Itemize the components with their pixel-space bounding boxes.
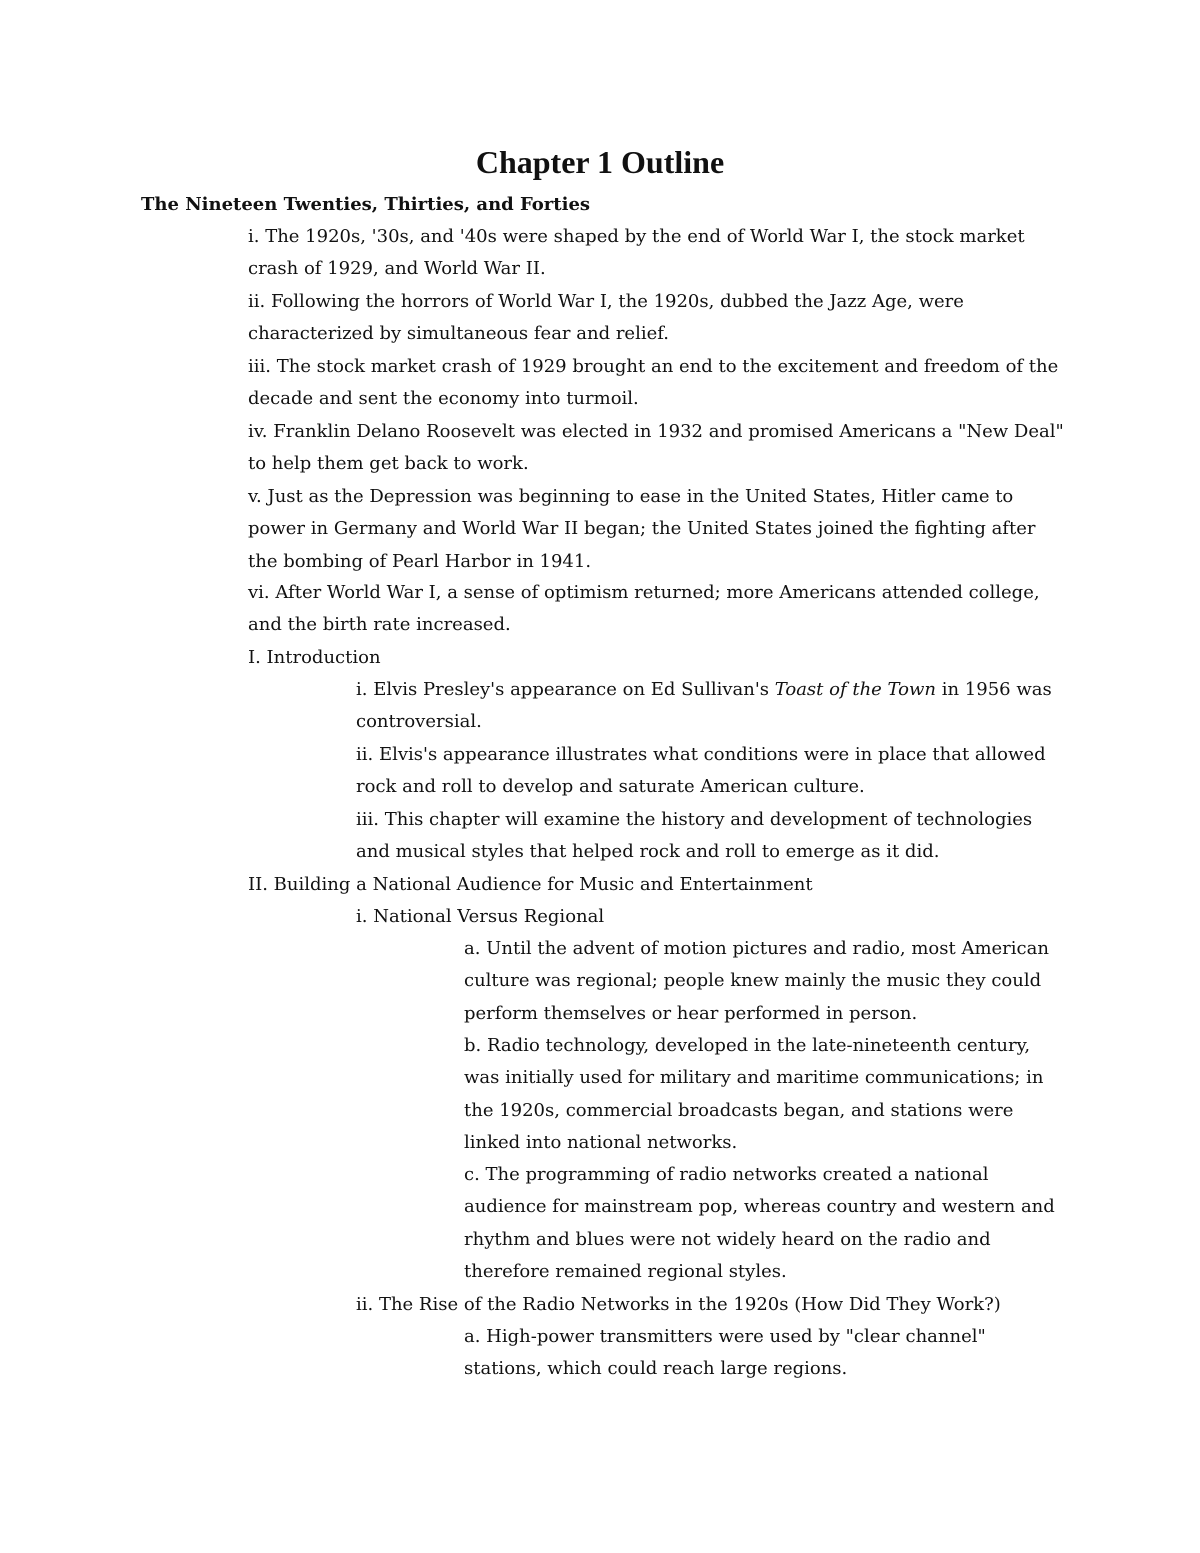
outline-subheading: ii. The Rise of the Radio Networks in the 1920s (How Did They Work?) (356, 1294, 1001, 1315)
overview-item: ii. Following the horrors of World War I, the 1920s, dubbed the Jazz Age, were characterized by simultaneous fear and relief. (248, 291, 964, 345)
outline-heading-national-audience: II. Building a National Audience for Music and Entertainment (248, 874, 813, 895)
outline-heading-introduction: I. Introduction (248, 647, 381, 668)
show-title: Toast of the Town (774, 679, 936, 700)
overview-item: iii. The stock market crash of 1929 brought an end to the excitement and freedom of the decade and sent the economy into turmoil. (248, 356, 1059, 410)
outline-item (356, 674, 1068, 739)
outline-item: b. Radio technology, developed in the late-nineteenth century, was initially used for military and maritime communications; in the 1920s, commercial broadcasts began, and stations were linked into national networks. (464, 1035, 1044, 1154)
outline-subheading: i. National Versus Regional (356, 906, 605, 927)
outline-item: c. The programming of radio networks created a national audience for mainstream pop, whereas country and western and rhythm and blues were not widely heard on the radio and therefore remained regional styles. (464, 1164, 1055, 1283)
section-heading: The Nineteen Twenties, Thirties, and Forties (141, 194, 591, 215)
overview-item: v. Just as the Depression was beginning to ease in the United States, Hitler came to power in Germany and World War II began; the United States joined the fighting after the bombing of Pearl Harbor in 1941. (248, 486, 1036, 572)
overview-item: iv. Franklin Delano Roosevelt was elected in 1932 and promised Americans a "New Deal" to help them get back to work. (248, 421, 1064, 475)
page-title: Chapter 1 Outline (475, 144, 725, 180)
outline-item: a. Until the advent of motion pictures and radio, most American culture was regional; people knew mainly the music they could perform themselves or hear performed in person. (464, 938, 1049, 1024)
outline-item: ii. Elvis's appearance illustrates what conditions were in place that allowed rock and roll to develop and saturate American culture. (356, 744, 1046, 798)
outline-text: i. Elvis Presley's appearance on Ed Sullivan's (356, 679, 775, 700)
outline-text: in 1956 was controversial. (356, 679, 1052, 733)
outline-item: a. High-power transmitters were used by "clear channel" stations, which could reach large regions. (464, 1326, 986, 1380)
outline-item: iii. This chapter will examine the history and development of technologies and musical styles that helped rock and roll to emerge as it did. (356, 809, 1033, 863)
overview-item: vi. After World War I, a sense of optimism returned; more Americans attended college, and the birth rate increased. (248, 582, 1040, 636)
overview-item: i. The 1920s, '30s, and '40s were shaped by the end of World War I, the stock market crash of 1929, and World War II. (248, 226, 1025, 280)
